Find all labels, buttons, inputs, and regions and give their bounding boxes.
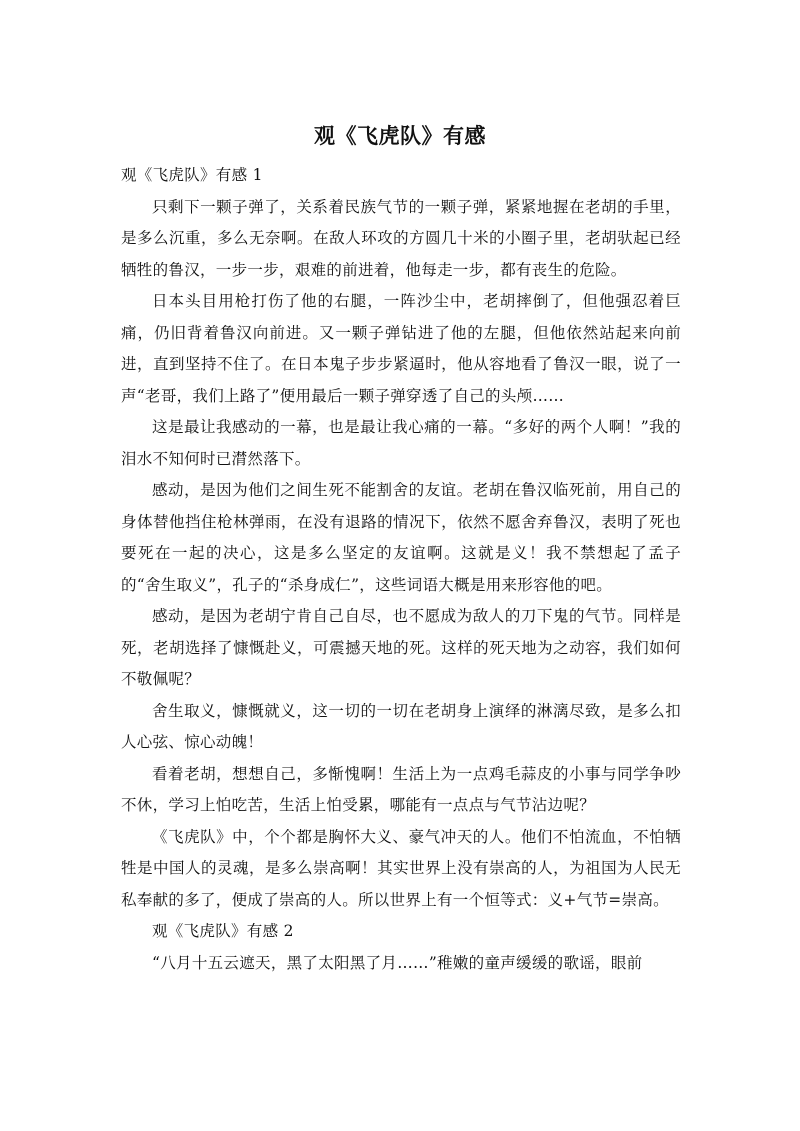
paragraph: 看着老胡，想想自己，多惭愧啊！生活上为一点鸡毛蒜皮的小事与同学争吵不休，学习上怕吃苦，生活上怕受累，哪能有一点点与气节沾边呢？: [121, 764, 681, 814]
section-heading: 观《飞虎队》有感 1: [121, 166, 263, 184]
paragraph: 这是最让我感动的一幕，也是最让我心痛的一幕。“多好的两个人啊！”我的泪水不知何时已潸然落下。: [121, 418, 681, 468]
paragraph: 舍生取义，慷慨就义，这一切的一切在老胡身上演绎的淋漓尽致，是多么扣人心弦、惊心动魄！: [121, 701, 681, 751]
paragraph: 感动，是因为他们之间生死不能割舍的友谊。老胡在鲁汉临死前，用自己的身体替他挡住枪林弹雨，在没有退路的情况下，依然不愿舍弃鲁汉，表明了死也要死在一起的决心，这是多么坚定的友谊啊。这就是义！我不禁想起了孟子的“舍生取义”，孔子的“杀身成仁”，这些词语大概是用来形容他的吧。: [121, 481, 681, 594]
paragraph: 《飞虎队》中，个个都是胸怀大义、豪气冲天的人。他们不怕流血，不怕牺牲是中国人的灵魂，是多么崇高啊！其实世界上没有崇高的人，为祖国为人民无私奉献的多了，便成了崇高的人。所以世界上有一个恒等式：义+气节=崇高。: [121, 827, 681, 909]
paragraph: 只剩下一颗子弹了，关系着民族气节的一颗子弹，紧紧地握在老胡的手里，是多么沉重，多么无奈啊。在敌人环攻的方圆几十米的小圈子里，老胡驮起已经牺牲的鲁汉，一步一步，艰难的前进着，他每走一步，都有丧生的危险。: [121, 197, 681, 279]
document-body: [121, 160, 681, 979]
paragraph: “八月十五云遮天，黑了太阳黑了月……”稚嫩的童声缓缓的歌谣，眼前: [152, 953, 643, 972]
paragraph: 感动，是因为老胡宁肯自己自尽，也不愿成为敌人的刀下鬼的气节。同样是死，老胡选择了慷慨赴义，可震撼天地的死。这样的死天地为之动容，我们如何不敬佩呢？: [121, 607, 681, 688]
paragraph: 日本头目用枪打伤了他的右腿，一阵沙尘中，老胡摔倒了，但他强忍着巨痛，仍旧背着鲁汉向前进。又一颗子弹钻进了他的左腿，但他依然站起来向前进，直到坚持不住了。在日本鬼子步步紧逼时，他从容地看了鲁汉一眼，说了一声“老哥，我们上路了”便用最后一颗子弹穿透了自己的头颅……: [121, 292, 681, 405]
document-title: 观《飞虎队》有感: [314, 124, 486, 148]
section-heading: 观《飞虎队》有感 2: [152, 922, 294, 940]
